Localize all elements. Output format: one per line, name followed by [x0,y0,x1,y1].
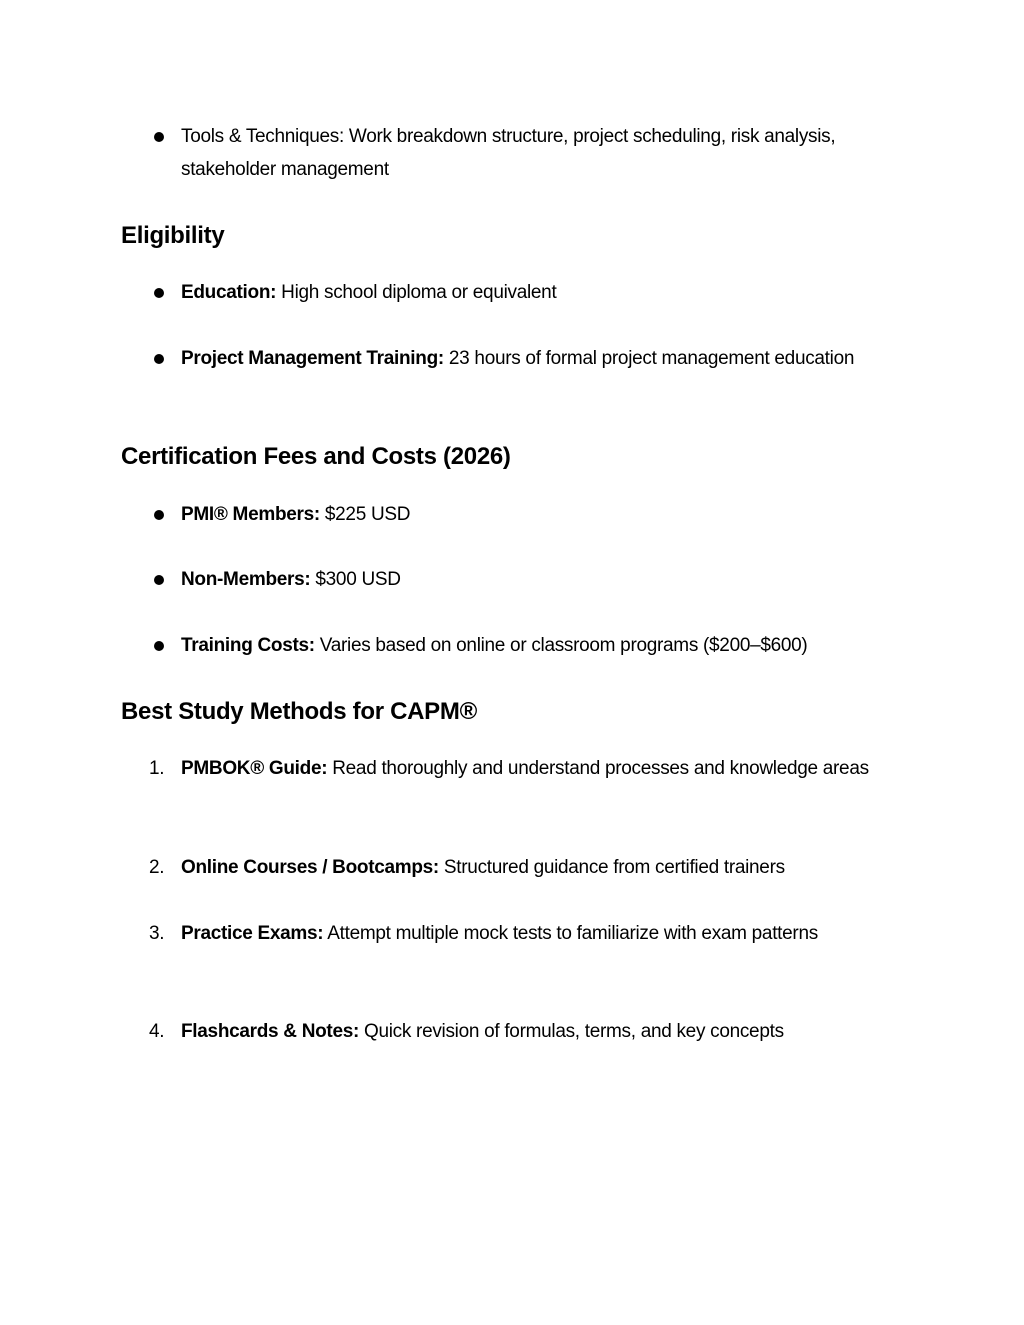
list-number: 2. [149,857,165,878]
heading-study-methods: Best Study Methods for CAPM® [121,698,477,725]
list-item-text: $225 USD [319,504,411,525]
list-item-label: PMBOK® Guide: [181,758,328,779]
bullet-icon [154,641,164,651]
list-item-practice-exams [149,917,911,950]
list-item-pmi-members [181,498,911,531]
list-item-text: Tools & Techniques: Work breakdown structure, project scheduling, risk analysis, stakeholder management [181,126,836,180]
list-item-online-courses [149,851,911,884]
bullet-icon [154,132,164,142]
list-item-tools-techniques [181,120,911,186]
list-item-label: Education: [181,282,277,303]
list-item-pm-training [181,342,911,375]
list-item-label: Flashcards & Notes: [181,1021,360,1042]
list-number: 1. [149,758,165,779]
heading-eligibility: Eligibility [121,222,225,249]
list-item-label: Project Management Training: [181,348,444,369]
bullet-icon [154,354,164,364]
list-item-pmbok-guide [149,752,911,785]
list-item-label: Training Costs: [181,635,315,656]
bullet-icon [154,288,164,298]
list-item-flashcards [149,1015,911,1048]
list-item-training-costs [181,629,911,662]
list-item-text: Attempt multiple mock tests to familiarize with exam patterns [323,923,818,944]
list-number: 3. [149,923,165,944]
bullet-icon [154,510,164,520]
list-item-text: Quick revision of formulas, terms, and key concepts [359,1021,784,1042]
heading-certification-fees: Certification Fees and Costs (2026) [121,443,511,470]
list-item-text: Read thoroughly and understand processes and knowledge areas [327,758,869,779]
list-item-education [181,276,911,309]
list-item-label: Online Courses / Bootcamps: [181,857,439,878]
list-item-label: PMI® Members: [181,504,320,525]
list-item-non-members [181,563,911,596]
list-item-label: Practice Exams: [181,923,324,944]
list-item-text: Varies based on online or classroom programs ($200–$600) [314,635,808,656]
bullet-icon [154,575,164,585]
list-item-text: Structured guidance from certified trainers [438,857,785,878]
list-item-label: Non-Members: [181,569,311,590]
list-number: 4. [149,1021,165,1042]
list-item-text: High school diploma or equivalent [276,282,557,303]
list-item-text: 23 hours of formal project management education [443,348,855,369]
list-item-text: $300 USD [310,569,401,590]
